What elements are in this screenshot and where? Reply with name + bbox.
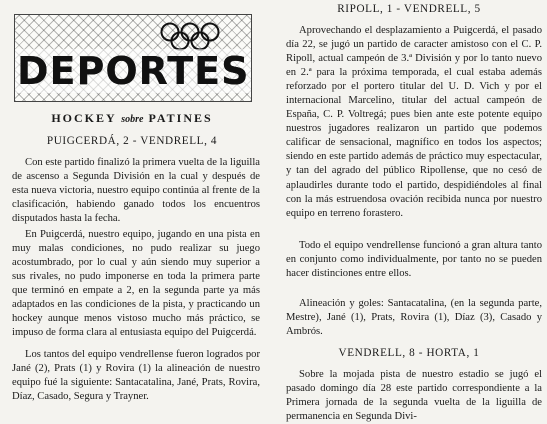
paragraph: Aprovechando el desplazamiento a Puigcerdá, el pasado día 22, se jugó un partido de caracter amistoso con el C. P. Ripoll, actual campeón de 3.ª División y por lo tanto nuevo en 2.ª para la próxima temporada, el cual estaba además reforzado por el portero titular del U. D. Vich y por el internacional Marcelino, titular del actual campeón de España, C. P. Voltregá; pues bien ante este potente equipo nuestros jugadores realizaron un partido que podemos calificar de sensacional, magnífico en todos los aspectos; siendo en este partido además de práctico muy espectacular, y tan del agrado del público Ripollense, que no cesó de aplaudirles durante todo el partido, despidiéndoles al final con la más estruendosa ovación recibida nunca por nuestro equipo en terreno forastero. <box>286 25 542 219</box>
paragraph: Todo el equipo vendrellense funcionó a gran altura tanto en conjunto como individualmente, por tanto no se pueden hacer distinciones entre ellos. <box>286 240 542 280</box>
olympic-rings-icon <box>159 22 245 52</box>
paragraph: Los tantos del equipo vendrellense fueron logrados por Jané (2), Prats (1) y Rovira (1) la alineación de nuestro equipo fué la siguiente: Santacatalina, Jané, Prats, Rovira, Díaz, Casado, Segura y Trayner. <box>12 349 260 403</box>
paragraph: En Puigcerdá, nuestro equipo, jugando en una pista en muy malas condiciones, no pudo realizar su juego acostumbrado, por lo cual y aún siendo muy superior a sus rivales, no pudo imponerse en toda la primera parte que terminó en empate a 2, en la segunda parte ya más adaptados en las condiciones de la pista, y practicando un hockey aunque menos vistoso mucho más práctico, se impuso de forma clara al entusiasta equipo del Puigcerdá. <box>12 229 260 339</box>
paragraph: Alineación y goles: Santacatalina, (en la segunda parte, Mestre), Jané (1), Prats, Rovira (1), Díaz (3), Casado y Ambrós. <box>286 298 542 338</box>
match-heading-horta: VENDRELL, 8 - HORTA, 1 <box>338 347 480 359</box>
paragraph: Sobre la mojada pista de nuestro estadio se jugó el pasado domingo día 28 este partido correspondiente a la Primera jornada de la segunda vuelta de la liguilla de permanencia en Segunda Divi- <box>286 369 542 423</box>
section-subtitle: HOCKEY sobre PATINES <box>51 111 213 125</box>
paragraph: Con este partido finalizó la primera vuelta de la liguilla de ascenso a Segunda División en la cual y después de esta nueva victoria, nuestro equipo continúa al frente de la clasificación, habiendo ganado todos los encuentros disputados hasta la fecha. <box>12 157 260 225</box>
section-title: DEPORTES <box>17 49 250 93</box>
match-heading-ripoll: RIPOLL, 1 - VENDRELL, 5 <box>337 3 481 15</box>
match-heading-puigcerda: PUIGCERDÁ, 2 - VENDRELL, 4 <box>46 135 218 147</box>
deportes-banner <box>14 14 252 102</box>
